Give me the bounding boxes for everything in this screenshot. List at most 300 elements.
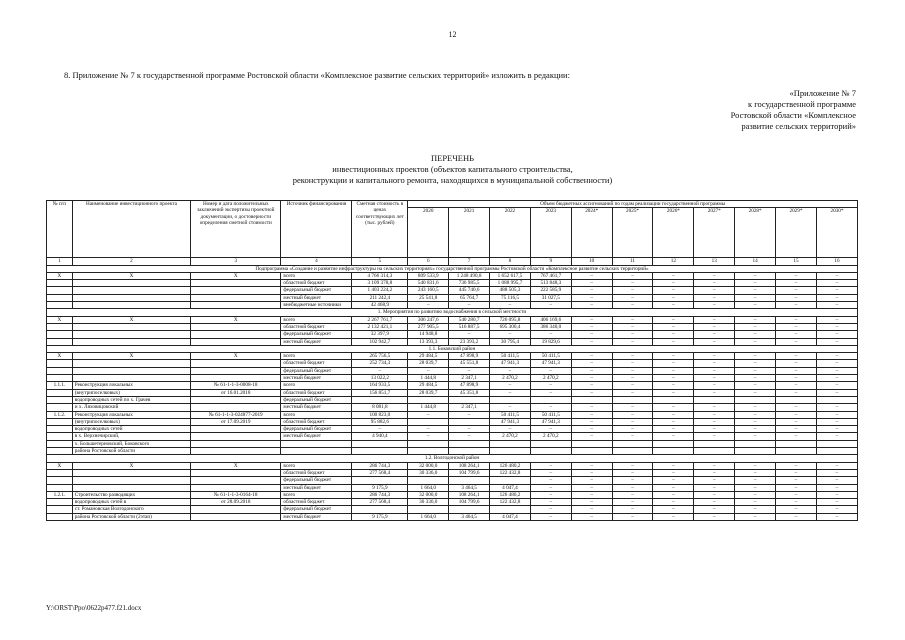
year-value [571, 396, 612, 403]
year-value [449, 448, 490, 455]
year-value [490, 477, 531, 484]
year-value: – [571, 506, 612, 513]
year-value: – [612, 280, 653, 287]
year-value: – [694, 404, 735, 411]
year-value: 277 905,5 [408, 323, 449, 330]
year-value: – [408, 426, 449, 433]
year-value: – [694, 294, 735, 301]
project-number [47, 469, 73, 476]
funding-source: федеральный бюджет [281, 331, 352, 338]
year-value: – [776, 404, 817, 411]
year-value [449, 477, 490, 484]
year-value: – [571, 367, 612, 374]
table-row [47, 506, 858, 513]
year-value: 3 464,5 [449, 484, 490, 491]
year-value [735, 396, 776, 403]
year-value: – [408, 367, 449, 374]
funding-source: местный бюджет [281, 404, 352, 411]
funding-source: местный бюджет [281, 294, 352, 301]
year-value: – [612, 331, 653, 338]
section-title: 1. Мероприятия по развитию водоснабжения в сельской местности [47, 309, 858, 316]
funding-source: всего [281, 462, 352, 469]
year-value: 736 985,5 [449, 280, 490, 287]
section-header-row [47, 455, 858, 462]
year-value [408, 440, 449, 447]
funding-source [281, 448, 352, 455]
header-year: 2028* [735, 208, 776, 258]
year-value: – [735, 404, 776, 411]
table-row [47, 418, 858, 425]
year-value: – [694, 331, 735, 338]
project-name [72, 469, 190, 476]
section-title: Подпрограмма «Создание и развитие инфраструктуры на сельских территориях» государственной программы Ростовской области «Комплексное развитие сельских территорий» [47, 265, 858, 272]
expertise-conclusion [191, 506, 281, 513]
year-value: – [816, 367, 857, 374]
estimated-cost [352, 448, 408, 455]
year-value: – [735, 506, 776, 513]
table-row [47, 477, 858, 484]
expertise-conclusion: № 61-1-1-3-0008-18 [191, 382, 281, 389]
year-value: – [571, 280, 612, 287]
year-value: 25 541,8 [408, 294, 449, 301]
expertise-conclusion [191, 469, 281, 476]
year-value: – [612, 433, 653, 440]
year-value: 32 000,0 [408, 491, 449, 498]
year-value: 2 470,2 [530, 375, 571, 382]
year-value: – [735, 272, 776, 279]
year-value: – [571, 404, 612, 411]
col-number: 13 [694, 258, 735, 265]
expertise-conclusion [191, 280, 281, 287]
estimated-cost: – [352, 367, 408, 374]
year-value: – [612, 469, 653, 476]
project-name [72, 477, 190, 484]
project-name [72, 360, 190, 367]
year-value: – [571, 316, 612, 323]
year-value: – [735, 302, 776, 309]
year-value: – [449, 426, 490, 433]
year-value: – [490, 331, 531, 338]
year-value: – [571, 462, 612, 469]
project-name: Строительство разводящих [72, 491, 190, 498]
year-value: – [653, 513, 694, 520]
year-value: – [776, 462, 817, 469]
expertise-conclusion [191, 440, 281, 447]
year-value: – [571, 411, 612, 418]
year-value: 1 664,0 [408, 513, 449, 520]
year-value: – [490, 382, 531, 389]
year-value: – [571, 513, 612, 520]
year-value: – [776, 484, 817, 491]
header-year: 2020 [408, 208, 449, 258]
year-value: 513 848,3 [530, 280, 571, 287]
title-line: инвестиционных проектов (объектов капитального строительства, [332, 164, 573, 174]
project-name: Реконструкция локальных [72, 411, 190, 418]
year-value: 30 795,4 [490, 338, 531, 345]
year-value: – [612, 302, 653, 309]
estimated-cost: 32 397,9 [352, 331, 408, 338]
funding-source: местный бюджет [281, 338, 352, 345]
year-value: – [816, 484, 857, 491]
year-value: – [653, 491, 694, 498]
year-value: 75 116,5 [490, 294, 531, 301]
estimated-cost: 252 734,3 [352, 360, 408, 367]
year-value: – [694, 469, 735, 476]
project-number [47, 294, 73, 301]
year-value: – [449, 367, 490, 374]
header-year: 2024* [571, 208, 612, 258]
year-value: – [776, 287, 817, 294]
project-number [47, 360, 73, 367]
year-value: – [571, 477, 612, 484]
year-value: – [735, 367, 776, 374]
project-number [47, 302, 73, 309]
year-value: – [694, 433, 735, 440]
funding-source: внебюджетные источники [281, 302, 352, 309]
expertise-conclusion: от 28.09.2018 [191, 499, 281, 506]
year-value [694, 448, 735, 455]
year-value: – [653, 367, 694, 374]
expertise-conclusion: от 17.09.2019 [191, 418, 281, 425]
col-number: 4 [281, 258, 352, 265]
appendix-header [686, 88, 856, 132]
year-value: 222 585,9 [530, 287, 571, 294]
project-number [47, 280, 73, 287]
year-value: 47 941,3 [530, 360, 571, 367]
year-value: – [776, 491, 817, 498]
year-value: – [571, 287, 612, 294]
appendix-line: Ростовской области «Комплексное [730, 110, 856, 120]
year-value: – [816, 491, 857, 498]
header-cost: Сметная стоимость в ценах соответствующих лет (тыс. рублей) [352, 201, 408, 258]
project-number [47, 338, 73, 345]
year-value: – [694, 287, 735, 294]
year-value: – [653, 287, 694, 294]
year-value: – [571, 302, 612, 309]
estimated-cost: 2 267 761,7 [352, 316, 408, 323]
project-name [72, 323, 190, 330]
year-value [735, 440, 776, 447]
funding-source: областной бюджет [281, 499, 352, 506]
year-value: – [612, 382, 653, 389]
estimated-cost: 277 568,4 [352, 469, 408, 476]
header-year: 2025* [612, 208, 653, 258]
year-value: – [612, 287, 653, 294]
estimated-cost: 100 823,0 [352, 411, 408, 418]
estimated-cost: 277 568,4 [352, 499, 408, 506]
project-name [72, 375, 190, 382]
year-value [571, 448, 612, 455]
year-value: – [571, 484, 612, 491]
year-value: – [816, 506, 857, 513]
year-value: – [571, 469, 612, 476]
year-value: 1 088 995,7 [490, 280, 531, 287]
project-name: района Ростовской области (2этап) [72, 513, 190, 520]
year-value [530, 396, 571, 403]
header-source: Источник финансирования [281, 201, 352, 258]
year-value: – [612, 499, 653, 506]
year-value [653, 440, 694, 447]
table-row [47, 462, 858, 469]
year-value: – [735, 338, 776, 345]
year-value: – [490, 302, 531, 309]
expertise-conclusion [191, 367, 281, 374]
funding-source: областной бюджет [281, 323, 352, 330]
year-value: 695 300,4 [490, 323, 531, 330]
year-value [490, 396, 531, 403]
header-year: 2022 [490, 208, 531, 258]
year-value: 4 047,4 [490, 513, 531, 520]
col-number: 10 [571, 258, 612, 265]
table-row [47, 440, 858, 447]
year-value: – [694, 367, 735, 374]
estimated-cost: 95 882,6 [352, 418, 408, 425]
year-value: – [776, 331, 817, 338]
year-value: 126 480,2 [490, 491, 531, 498]
year-value: – [776, 433, 817, 440]
year-value: – [449, 331, 490, 338]
year-value: 540 831,6 [408, 280, 449, 287]
year-value: – [653, 506, 694, 513]
year-value: – [612, 323, 653, 330]
estimated-cost: 211 242,4 [352, 294, 408, 301]
year-value [612, 440, 653, 447]
header-year: 2030* [816, 208, 857, 258]
year-value: 1 664,0 [408, 484, 449, 491]
year-value: 445 740,6 [449, 287, 490, 294]
year-value: – [653, 360, 694, 367]
year-value: – [612, 338, 653, 345]
header-volume: Объем бюджетных ассигнований по годам реализации государственной программы [408, 201, 858, 208]
year-value: – [735, 360, 776, 367]
year-value: – [653, 323, 694, 330]
table-row [47, 294, 858, 301]
table-row [47, 396, 858, 403]
estimated-cost: 13 022,2 [352, 375, 408, 382]
year-value: – [776, 389, 817, 396]
year-value: – [776, 316, 817, 323]
year-value: 29 484,5 [408, 353, 449, 360]
table-row [47, 360, 858, 367]
year-value: – [612, 411, 653, 418]
year-value: – [735, 375, 776, 382]
year-value: – [571, 272, 612, 279]
project-name: водопроводных сетей в [72, 499, 190, 506]
year-value [776, 440, 817, 447]
year-value: – [735, 280, 776, 287]
year-value: 2 470,2 [530, 433, 571, 440]
project-name [72, 294, 190, 301]
year-value [816, 440, 857, 447]
year-value: 2 347,1 [449, 375, 490, 382]
header-year: 2029* [776, 208, 817, 258]
project-name: (внутрипоселковых) [72, 418, 190, 425]
year-value: 726 095,8 [490, 316, 531, 323]
project-name: X [72, 462, 190, 469]
year-value: 32 000,0 [408, 462, 449, 469]
year-value [776, 396, 817, 403]
year-value [571, 440, 612, 447]
expertise-conclusion [191, 287, 281, 294]
funding-source: областной бюджет [281, 280, 352, 287]
year-value: – [612, 513, 653, 520]
table-row [47, 272, 858, 279]
section-title: 1.2. Волгодонской район [47, 455, 858, 462]
project-number: 1.2.1. [47, 491, 73, 498]
col-number: 3 [191, 258, 281, 265]
table-row [47, 433, 858, 440]
table-row [47, 353, 858, 360]
year-value: 306 247,6 [408, 316, 449, 323]
year-value [612, 448, 653, 455]
header-row [47, 201, 858, 208]
year-value: – [490, 404, 531, 411]
year-value: 13 393,3 [408, 338, 449, 345]
year-value: – [653, 418, 694, 425]
year-value [694, 440, 735, 447]
year-value [490, 506, 531, 513]
estimated-cost: 8 081,8 [352, 404, 408, 411]
estimated-cost: 1 403 224,2 [352, 287, 408, 294]
appendix-line: к государственной программе [747, 99, 856, 109]
expertise-conclusion [191, 433, 281, 440]
expertise-conclusion: X [191, 316, 281, 323]
year-value [408, 396, 449, 403]
year-value: 809 533,9 [408, 272, 449, 279]
project-name: района Ростовской области [72, 448, 190, 455]
year-value: – [612, 389, 653, 396]
funding-source: местный бюджет [281, 433, 352, 440]
year-value: – [490, 389, 531, 396]
year-value: – [490, 426, 531, 433]
year-value: 14 948,8 [408, 331, 449, 338]
year-value: – [571, 382, 612, 389]
year-value: 50 411,5 [530, 353, 571, 360]
project-number [47, 331, 73, 338]
year-value: 30 336,0 [408, 469, 449, 476]
funding-source: областной бюджет [281, 418, 352, 425]
year-value [449, 440, 490, 447]
col-number: 2 [72, 258, 190, 265]
project-number [47, 448, 73, 455]
year-value: – [776, 367, 817, 374]
year-value: – [653, 353, 694, 360]
year-value: – [816, 404, 857, 411]
intro-text: 8. Приложение № 7 к государственной программе Ростовской области «Комплексное развитие сельских территорий» изложить в редакции: [64, 70, 570, 80]
funding-source: всего [281, 272, 352, 279]
estimated-cost: – [352, 426, 408, 433]
year-value: – [530, 477, 571, 484]
year-value: – [776, 513, 817, 520]
table-row [47, 448, 858, 455]
expertise-conclusion: от 16.01.2018 [191, 389, 281, 396]
year-value: – [776, 469, 817, 476]
project-number [47, 426, 73, 433]
section-header-row [47, 265, 858, 272]
project-number [47, 396, 73, 403]
year-value: – [612, 418, 653, 425]
year-value [530, 448, 571, 455]
project-number [47, 433, 73, 440]
year-value: – [735, 499, 776, 506]
year-value: 767 461,7 [530, 272, 571, 279]
year-value [408, 418, 449, 425]
expertise-conclusion [191, 396, 281, 403]
year-value: 2 347,1 [449, 404, 490, 411]
year-value: – [653, 469, 694, 476]
year-value: – [694, 360, 735, 367]
year-value: 28 039,7 [408, 360, 449, 367]
year-value: – [816, 360, 857, 367]
year-value [449, 396, 490, 403]
project-name: Реконструкция локальных [72, 382, 190, 389]
footer-path: Y:\ORST\Ppo\0622p477.f21.docx [46, 604, 142, 612]
funding-source: федеральный бюджет [281, 287, 352, 294]
estimated-cost: 3 109 378,8 [352, 280, 408, 287]
table-row [47, 338, 858, 345]
funding-source: всего [281, 411, 352, 418]
col-number: 1 [47, 258, 73, 265]
year-value: – [571, 491, 612, 498]
project-name: водопроводных сетей [72, 426, 190, 433]
project-number [47, 323, 73, 330]
header-year: 2026* [653, 208, 694, 258]
year-value: 104 799,6 [449, 469, 490, 476]
table-row [47, 411, 858, 418]
year-value: – [735, 469, 776, 476]
year-value: – [776, 280, 817, 287]
project-number [47, 477, 73, 484]
year-value: – [612, 462, 653, 469]
year-value: – [653, 499, 694, 506]
year-value: – [530, 513, 571, 520]
expertise-conclusion: X [191, 353, 281, 360]
year-value: – [530, 491, 571, 498]
year-value: – [694, 426, 735, 433]
year-value: – [653, 338, 694, 345]
year-value: – [735, 491, 776, 498]
year-value: – [816, 272, 857, 279]
expertise-conclusion [191, 302, 281, 309]
table-row [47, 323, 858, 330]
expertise-conclusion: X [191, 272, 281, 279]
year-value: – [735, 433, 776, 440]
expertise-conclusion [191, 513, 281, 520]
project-name [72, 484, 190, 491]
table-body [47, 201, 858, 521]
expertise-conclusion [191, 338, 281, 345]
year-value: – [612, 426, 653, 433]
funding-source: местный бюджет [281, 484, 352, 491]
year-value: – [816, 433, 857, 440]
estimated-cost: 164 933,5 [352, 382, 408, 389]
year-value: – [449, 433, 490, 440]
project-number: X [47, 462, 73, 469]
project-name: и х. Ляховицовский [72, 404, 190, 411]
estimated-cost: 9 175,9 [352, 484, 408, 491]
year-value [612, 396, 653, 403]
year-value: – [612, 506, 653, 513]
year-value [408, 477, 449, 484]
year-value: – [530, 426, 571, 433]
expertise-conclusion [191, 360, 281, 367]
section-header-row [47, 345, 858, 352]
year-value: – [408, 433, 449, 440]
year-value [530, 440, 571, 447]
expertise-conclusion [191, 323, 281, 330]
funding-source: федеральный бюджет [281, 367, 352, 374]
table-row [47, 316, 858, 323]
